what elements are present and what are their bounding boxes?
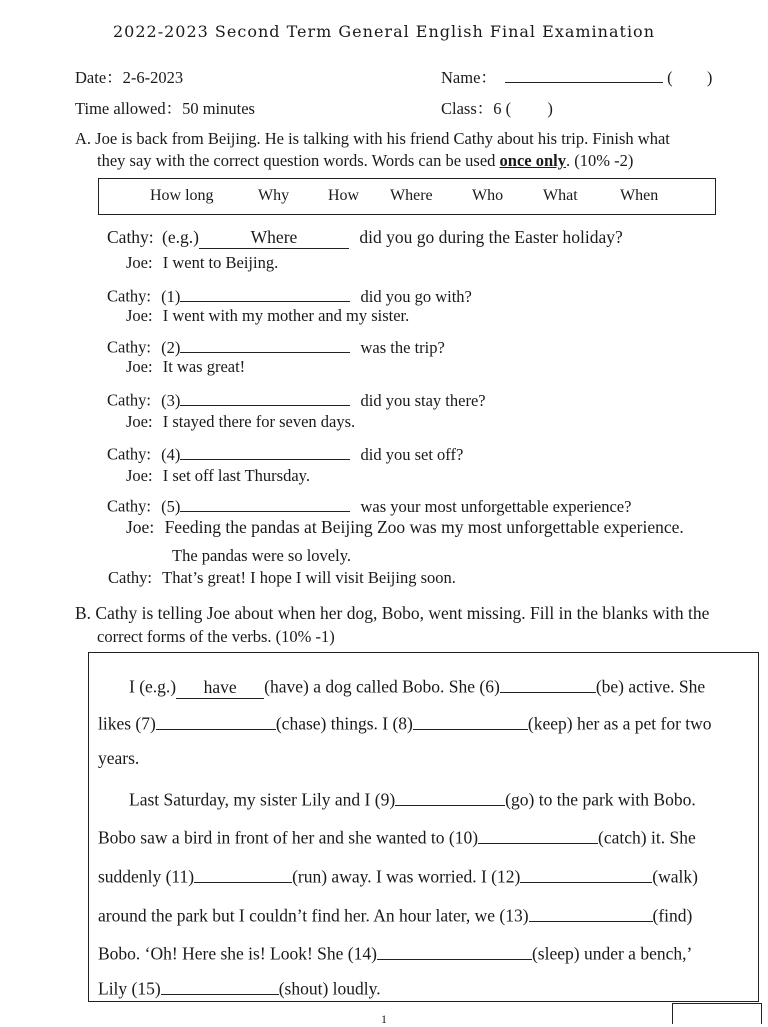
name-paren-open: ( <box>667 68 673 87</box>
dialogue-answer-4 <box>126 466 310 486</box>
answer-text: Feeding the pandas at Beijing Zoo was my most unforgettable experience. <box>164 517 684 537</box>
class-paren-close: ) <box>547 99 553 118</box>
word-bank-box <box>98 178 716 215</box>
verb-blank-13[interactable] <box>529 903 653 922</box>
verb-blank-10[interactable] <box>478 825 598 844</box>
dialogue-question-1 <box>107 284 472 307</box>
question-text: did you go during the Easter holiday? <box>359 227 623 247</box>
passage-line-5: Bobo saw a bird in front of her and she wanted to (10) (catch) it. She <box>98 825 696 849</box>
answer-text: I set off last Thursday. <box>162 466 310 485</box>
passage-line-2: likes (7) (chase) things. I (8) (keep) her as a pet for two <box>98 711 712 735</box>
dialogue-question-2 <box>107 335 445 358</box>
dialogue-question-3 <box>107 388 486 411</box>
name-blank[interactable] <box>505 66 663 84</box>
answer-blank-1[interactable] <box>180 284 350 302</box>
question-text: was the trip? <box>360 337 445 357</box>
passage-line-8: Bobo. ‘Oh! Here she is! Look! She (14) (sleep) under a bench,’ <box>98 941 692 965</box>
speaker-joe: Joe: <box>126 306 153 325</box>
word-bank-item: Where <box>390 187 433 204</box>
section-b-instruction-line2: correct forms of the verbs. (10% -1) <box>97 627 335 646</box>
example-answer: Where <box>199 227 349 249</box>
once-only-emphasis: once only <box>499 151 566 170</box>
speaker-cathy: Cathy: <box>107 227 154 247</box>
score-box <box>672 1003 762 1024</box>
section-a-instruction-line2: they say with the correct question words. Words can be used once only. (10% -2) <box>97 151 634 170</box>
speaker-joe: Joe: <box>126 357 153 376</box>
speaker-cathy: Cathy: <box>107 444 151 464</box>
word-bank-item: Who <box>472 187 504 204</box>
question-text: did you set off? <box>360 444 464 464</box>
dialogue-question-5 <box>107 494 631 517</box>
question-text: did you stay there? <box>360 390 486 410</box>
section-b-instruction-line1: B. Cathy is telling Joe about when her dog, Bobo, went missing. Fill in the blanks with the <box>75 603 710 623</box>
dialogue-answer-1 <box>126 306 409 326</box>
speaker-joe: Joe: <box>126 253 153 272</box>
speaker-cathy: Cathy: <box>108 568 152 587</box>
dialogue-question-4 <box>107 442 463 465</box>
verb-blank-11[interactable] <box>194 864 292 883</box>
section-a-instruction-line1: A. Joe is back from Beijing. He is talking with his friend Cathy about his trip. Finish what <box>75 129 670 148</box>
question-number: (e.g.) <box>162 227 199 247</box>
dialogue-answer-eg <box>126 253 278 273</box>
passage-line-9: Lily (15) (shout) loudly. <box>98 976 381 1000</box>
name-field <box>441 64 712 88</box>
question-number: (3) <box>161 390 181 410</box>
passage-line-7: around the park but I couldn’t find her. An hour later, we (13) (find) <box>98 903 692 927</box>
answer-blank-4[interactable] <box>180 442 350 460</box>
verb-blank-14[interactable] <box>377 941 532 960</box>
speaker-cathy: Cathy: <box>107 496 151 516</box>
question-number: (2) <box>161 337 181 357</box>
verb-blank-6[interactable] <box>500 674 596 693</box>
passage-line-1: I (e.g.) have (have) a dog called Bobo. She (6) (be) active. She <box>129 674 705 699</box>
dialogue-answer-2 <box>126 357 245 377</box>
time-allowed: Time allowed：50 minutes <box>75 99 255 118</box>
word-bank-item: What <box>543 187 578 204</box>
question-text: was your most unforgettable experience? <box>360 496 632 516</box>
speaker-joe: Joe: <box>126 466 153 485</box>
speaker-cathy: Cathy: <box>107 390 151 410</box>
word-bank-item: How <box>328 187 360 204</box>
answer-text: I went with my mother and my sister. <box>162 306 410 325</box>
dialogue-answer-3 <box>126 412 355 432</box>
name-paren-close: ) <box>706 68 713 87</box>
closing-text: That’s great! I hope I will visit Beijing soon. <box>162 568 456 587</box>
answer-text: It was great! <box>162 357 246 376</box>
answer-blank-3[interactable] <box>180 388 350 406</box>
answer-text: I went to Beijing. <box>162 253 279 272</box>
word-bank-item: When <box>620 187 659 204</box>
speaker-joe: Joe: <box>126 412 153 431</box>
passage-line-6: suddenly (11) (run) away. I was worried. I (12) (walk) <box>98 864 698 888</box>
passage-line-4: Last Saturday, my sister Lily and I (9) (go) to the park with Bobo. <box>129 787 696 811</box>
dialogue-answer-5 <box>126 517 684 538</box>
class-field <box>441 95 553 119</box>
dialogue-closing <box>108 568 456 588</box>
verb-blank-8[interactable] <box>413 711 528 730</box>
answer-blank-2[interactable] <box>180 335 350 353</box>
verb-blank-12[interactable] <box>520 864 652 883</box>
speaker-cathy: Cathy: <box>107 286 151 306</box>
exam-date: Date：2-6-2023 <box>75 68 184 87</box>
exam-title: 2022-2023 Second Term General English Final Examination <box>113 22 655 41</box>
verb-blank-9[interactable] <box>395 787 505 806</box>
dialogue-answer-5-continued: The pandas were so lovely. <box>172 546 351 565</box>
page-number: 1 <box>381 1012 387 1026</box>
answer-text: I stayed there for seven days. <box>162 412 356 431</box>
answer-blank-5[interactable] <box>180 494 350 512</box>
name-label: Name： <box>441 68 497 87</box>
question-text: did you go with? <box>360 286 472 306</box>
question-number: (4) <box>161 444 181 464</box>
verb-blank-7[interactable] <box>156 711 276 730</box>
dialogue-question-eg <box>107 227 623 249</box>
question-number: (1) <box>161 286 181 306</box>
word-bank-item: How long <box>150 187 214 204</box>
verb-blank-15[interactable] <box>161 976 279 995</box>
example-verb-answer: have <box>176 677 264 699</box>
speaker-cathy: Cathy: <box>107 337 151 357</box>
speaker-joe: Joe: <box>126 517 155 537</box>
word-bank-item: Why <box>258 187 290 204</box>
passage-line-3: years. <box>98 748 140 768</box>
class-label: Class：6 ( <box>441 99 512 118</box>
question-number: (5) <box>161 496 181 516</box>
